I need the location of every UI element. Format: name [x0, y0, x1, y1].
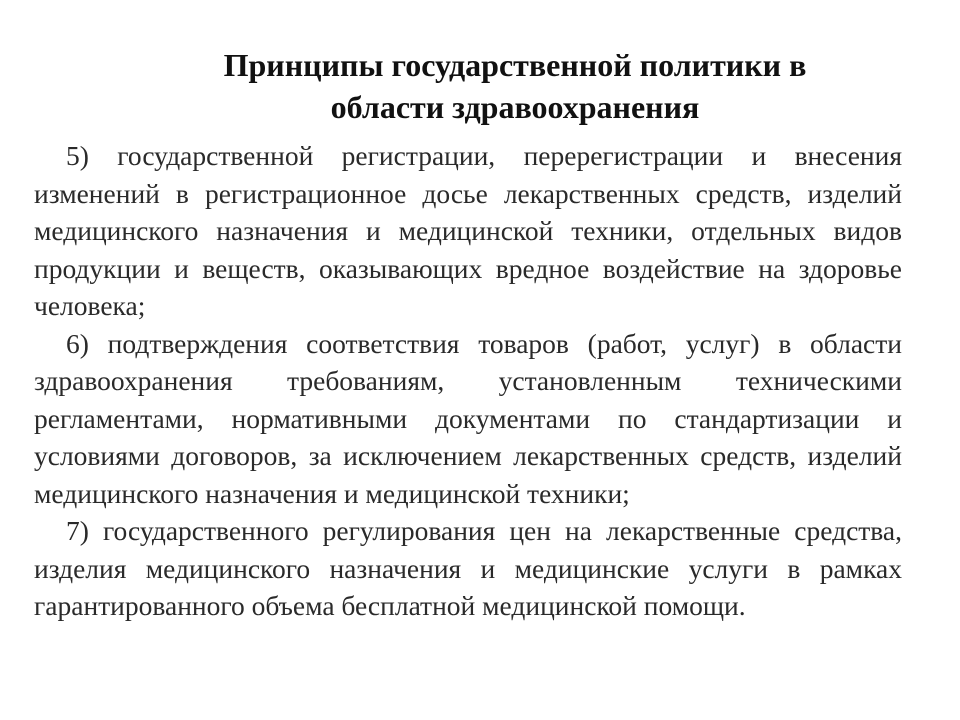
title-line-2: области здравоохранения	[330, 89, 700, 126]
slide-body	[34, 137, 902, 625]
paragraph-item-7: 7) государственного регулирования цен на лекарственные средства, изделия медицинского назначения и медицинские услуги в рамках гарантированного объема бесплатной медицинской помощи.	[34, 515, 902, 621]
paragraph-item-6: 6) подтверждения соответствия товаров (работ, услуг) в области здравоохранения требованиям, установленным техническими регламентами, нормативными документами по стандартизации и условиями договоров, за исключением лекарственных средств, изделий медицинского назначения и медицинской техники;	[34, 327, 902, 509]
slide-title	[120, 44, 910, 128]
title-line-1: Принципы государственной политики в	[223, 47, 807, 84]
paragraph-item-5: 5) государственной регистрации, перерегистрации и внесения изменений в регистрационное досье лекарственных средств, изделий медицинского назначения и медицинской техники, отдельных видов продукции и веществ, оказывающих вредное воздействие на здоровье человека;	[34, 140, 902, 321]
